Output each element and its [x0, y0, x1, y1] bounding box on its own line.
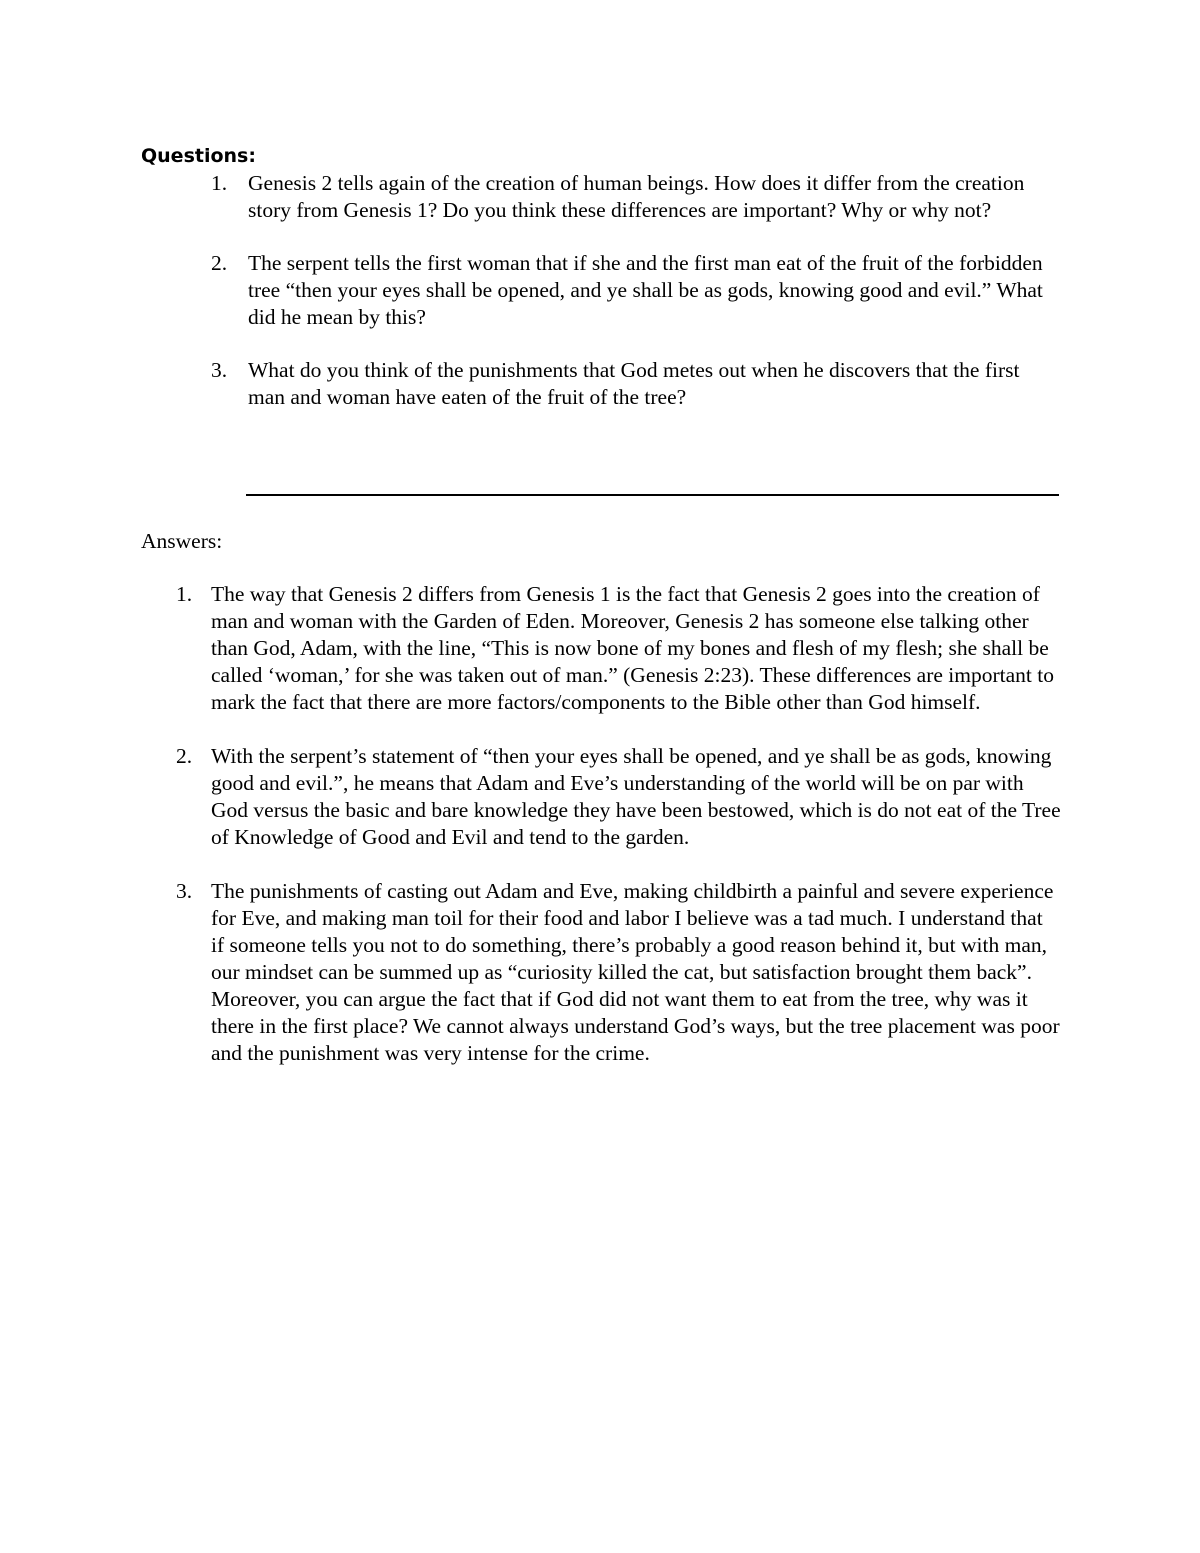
question-item	[0, 250, 1058, 331]
question-number: 1.	[211, 171, 228, 195]
question-number: 3.	[211, 358, 228, 382]
answers-heading: Answers:	[141, 529, 223, 553]
answers-list	[0, 581, 1200, 1094]
answer-number: 3.	[176, 879, 193, 903]
answer-item	[0, 743, 1061, 851]
answer-number: 1.	[176, 582, 193, 606]
answer-text: The way that Genesis 2 differs from Genesis 1 is the fact that Genesis 2 goes into the creation of man and woman with the Garden of Eden. Moreover, Genesis 2 has someone else talking other than God, Adam, with the line, “This is now bone of my bones and flesh of my flesh; she shall be called ‘woman,’ for she was taken out of man.” (Genesis 2:23). These differences are important to mark the fact that there are more factors/components to the Bible other than God himself.	[211, 582, 1054, 714]
answer-text: The punishments of casting out Adam and Eve, making childbirth a painful and severe experience for Eve, and making man toil for their food and labor I believe was a tad much. I understand that if someone tells you not to do something, there’s probably a good reason behind it, but with man, our mindset can be summed up as “curiosity killed the cat, but satisfaction brought them back”. Moreover, you can argue the fact that if God did not want them to eat from the tree, why was it there in the first place? We cannot always understand God’s ways, but the tree placement was poor and the punishment was very intense for the crime.	[211, 879, 1060, 1065]
answer-number: 2.	[176, 744, 193, 768]
question-text: The serpent tells the first woman that if she and the first man eat of the fruit of the forbidden tree “then your eyes shall be opened, and ye shall be as gods, knowing good and evil.” What did he mean by this?	[248, 251, 1043, 329]
question-text: What do you think of the punishments that God metes out when he discovers that the first man and woman have eaten of the fruit of the tree?	[248, 358, 1020, 409]
answer-item	[0, 581, 1061, 716]
question-item	[0, 170, 1058, 224]
question-item	[0, 357, 1058, 411]
section-divider	[246, 494, 1059, 496]
answer-item	[0, 878, 1061, 1067]
question-text: Genesis 2 tells again of the creation of human beings. How does it differ from the creation story from Genesis 1? Do you think these differences are important? Why or why not?	[248, 171, 1025, 222]
questions-list	[0, 170, 1200, 437]
questions-heading: Questions:	[141, 145, 256, 167]
question-number: 2.	[211, 251, 228, 275]
answer-text: With the serpent’s statement of “then your eyes shall be opened, and ye shall be as gods, knowing good and evil.”, he means that Adam and Eve’s understanding of the world will be on par with God versus the basic and bare knowledge they have been bestowed, which is do not eat of the Tree of Knowledge of Good and Evil and tend to the garden.	[211, 744, 1061, 849]
